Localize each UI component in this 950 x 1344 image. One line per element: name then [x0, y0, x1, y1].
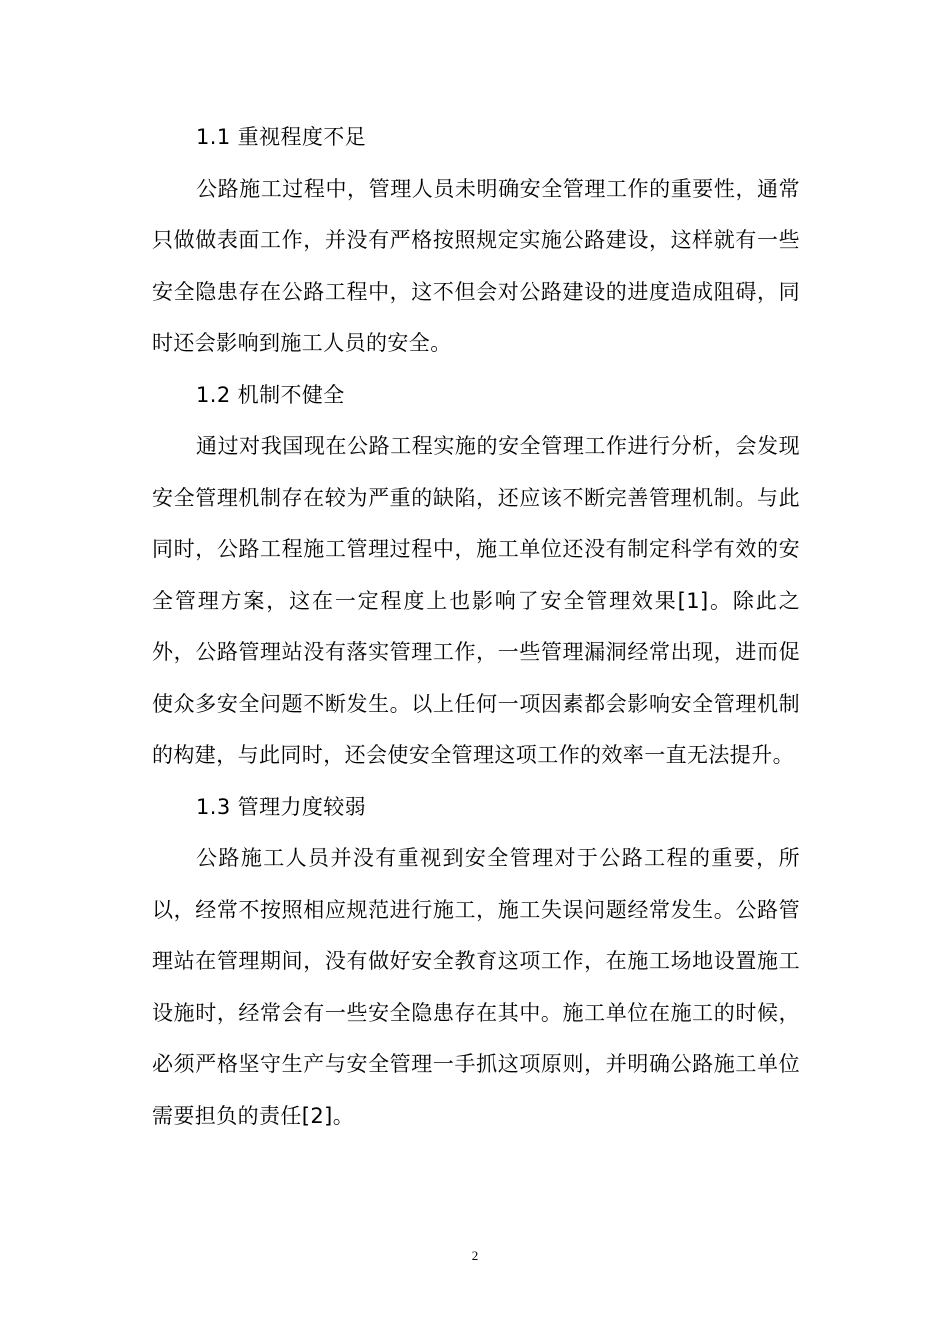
section-1-1-paragraph: 公路施工过程中，管理人员未明确安全管理工作的重要性，通常只做做表面工作，并没有严格按照规定实施公路建设，这样就有一些安全隐患存在公路工程中，这不但会对公路建设的进度造成阻碍，同时还会影响到施工人员的安全。	[152, 176, 800, 355]
document-body	[152, 112, 800, 1142]
page-number: 2	[471, 1248, 479, 1263]
section-1-2-paragraph: 通过对我国现在公路工程实施的安全管理工作进行分析，会发现安全管理机制存在较为严重的缺陷，还应该不断完善管理机制。与此同时，公路工程施工管理过程中，施工单位还没有制定科学有效的安全管理方案，这在一定程度上也影响了安全管理效果[1]。除此之外，公路管理站没有落实管理工作，一些管理漏洞经常出现，进而促使众多安全问题不断发生。以上任何一项因素都会影响安全管理机制的构建，与此同时，还会使安全管理这项工作的效率一直无法提升。	[152, 434, 800, 767]
section-heading-1-2: 1.2 机制不健全	[196, 382, 345, 407]
section-heading-1-3: 1.3 管理力度较弱	[196, 794, 367, 819]
section-heading-1-1: 1.1 重视程度不足	[196, 125, 367, 149]
section-1-3-paragraph: 公路施工人员并没有重视到安全管理对于公路工程的重要，所以，经常不按照相应规范进行施工，施工失误问题经常发生。公路管理站在管理期间，没有做好安全教育这项工作，在施工场地设置施工设施时，经常会有一些安全隐患存在其中。施工单位在施工的时候，必须严格坚守生产与安全管理一手抓这项原则，并明确公路施工单位需要担负的责任[2]。	[152, 846, 800, 1128]
